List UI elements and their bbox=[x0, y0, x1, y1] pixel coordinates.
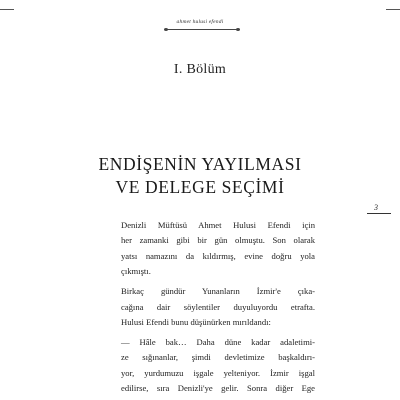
paragraph bbox=[109, 335, 315, 397]
text-line: — Hâle bak… Daha düne kadar adaletimi- bbox=[121, 337, 315, 348]
chapter-label: I. Bölüm bbox=[173, 62, 227, 77]
running-header: ahmet hulusi efendi bbox=[176, 19, 224, 25]
text-line: cağına dair söylentiler duyuluyordu etrafta. bbox=[121, 301, 315, 312]
chapter-title bbox=[0, 153, 400, 199]
crop-mark-top-right bbox=[386, 9, 400, 10]
crop-mark-top-left bbox=[0, 9, 14, 10]
chapter-title-line: VE DELEGE SEÇİMİ bbox=[115, 177, 285, 197]
paragraph bbox=[109, 218, 315, 280]
text-line: Hulusi Efendi bunu düşünürken mırıldandı: bbox=[121, 317, 271, 328]
text-line: ze sığınanlar, şimdi devletimize başkaldırı- bbox=[121, 352, 315, 363]
page-side-rule bbox=[367, 213, 391, 214]
header-ornament-rule bbox=[166, 29, 238, 30]
body-text bbox=[109, 218, 315, 397]
page-side-number: 3 bbox=[374, 203, 378, 212]
text-line: yatsı namazını da kıldırmış, evine doğru yola bbox=[121, 250, 315, 261]
paragraph bbox=[109, 284, 315, 330]
text-line: Birkaç gündür Yunanların İzmir'e çıka- bbox=[121, 286, 315, 297]
text-line: Denizli Müftüsü Ahmet Hulusi Efendi için bbox=[121, 220, 315, 230]
chapter-title-line: ENDİŞENİN YAYILMASI bbox=[98, 154, 302, 174]
text-line: yor, yurdumuzu işgale yelteniyor. İzmir işgal bbox=[121, 367, 315, 378]
text-line: her zamanki gibi bir gün olmuştu. Son olarak bbox=[121, 235, 315, 246]
page-side-marker bbox=[367, 204, 391, 216]
text-line: çıkmıştı. bbox=[121, 266, 151, 277]
text-line: edilirse, sıra Denizli'ye gelir. Sonra diğer Ege bbox=[121, 383, 315, 394]
